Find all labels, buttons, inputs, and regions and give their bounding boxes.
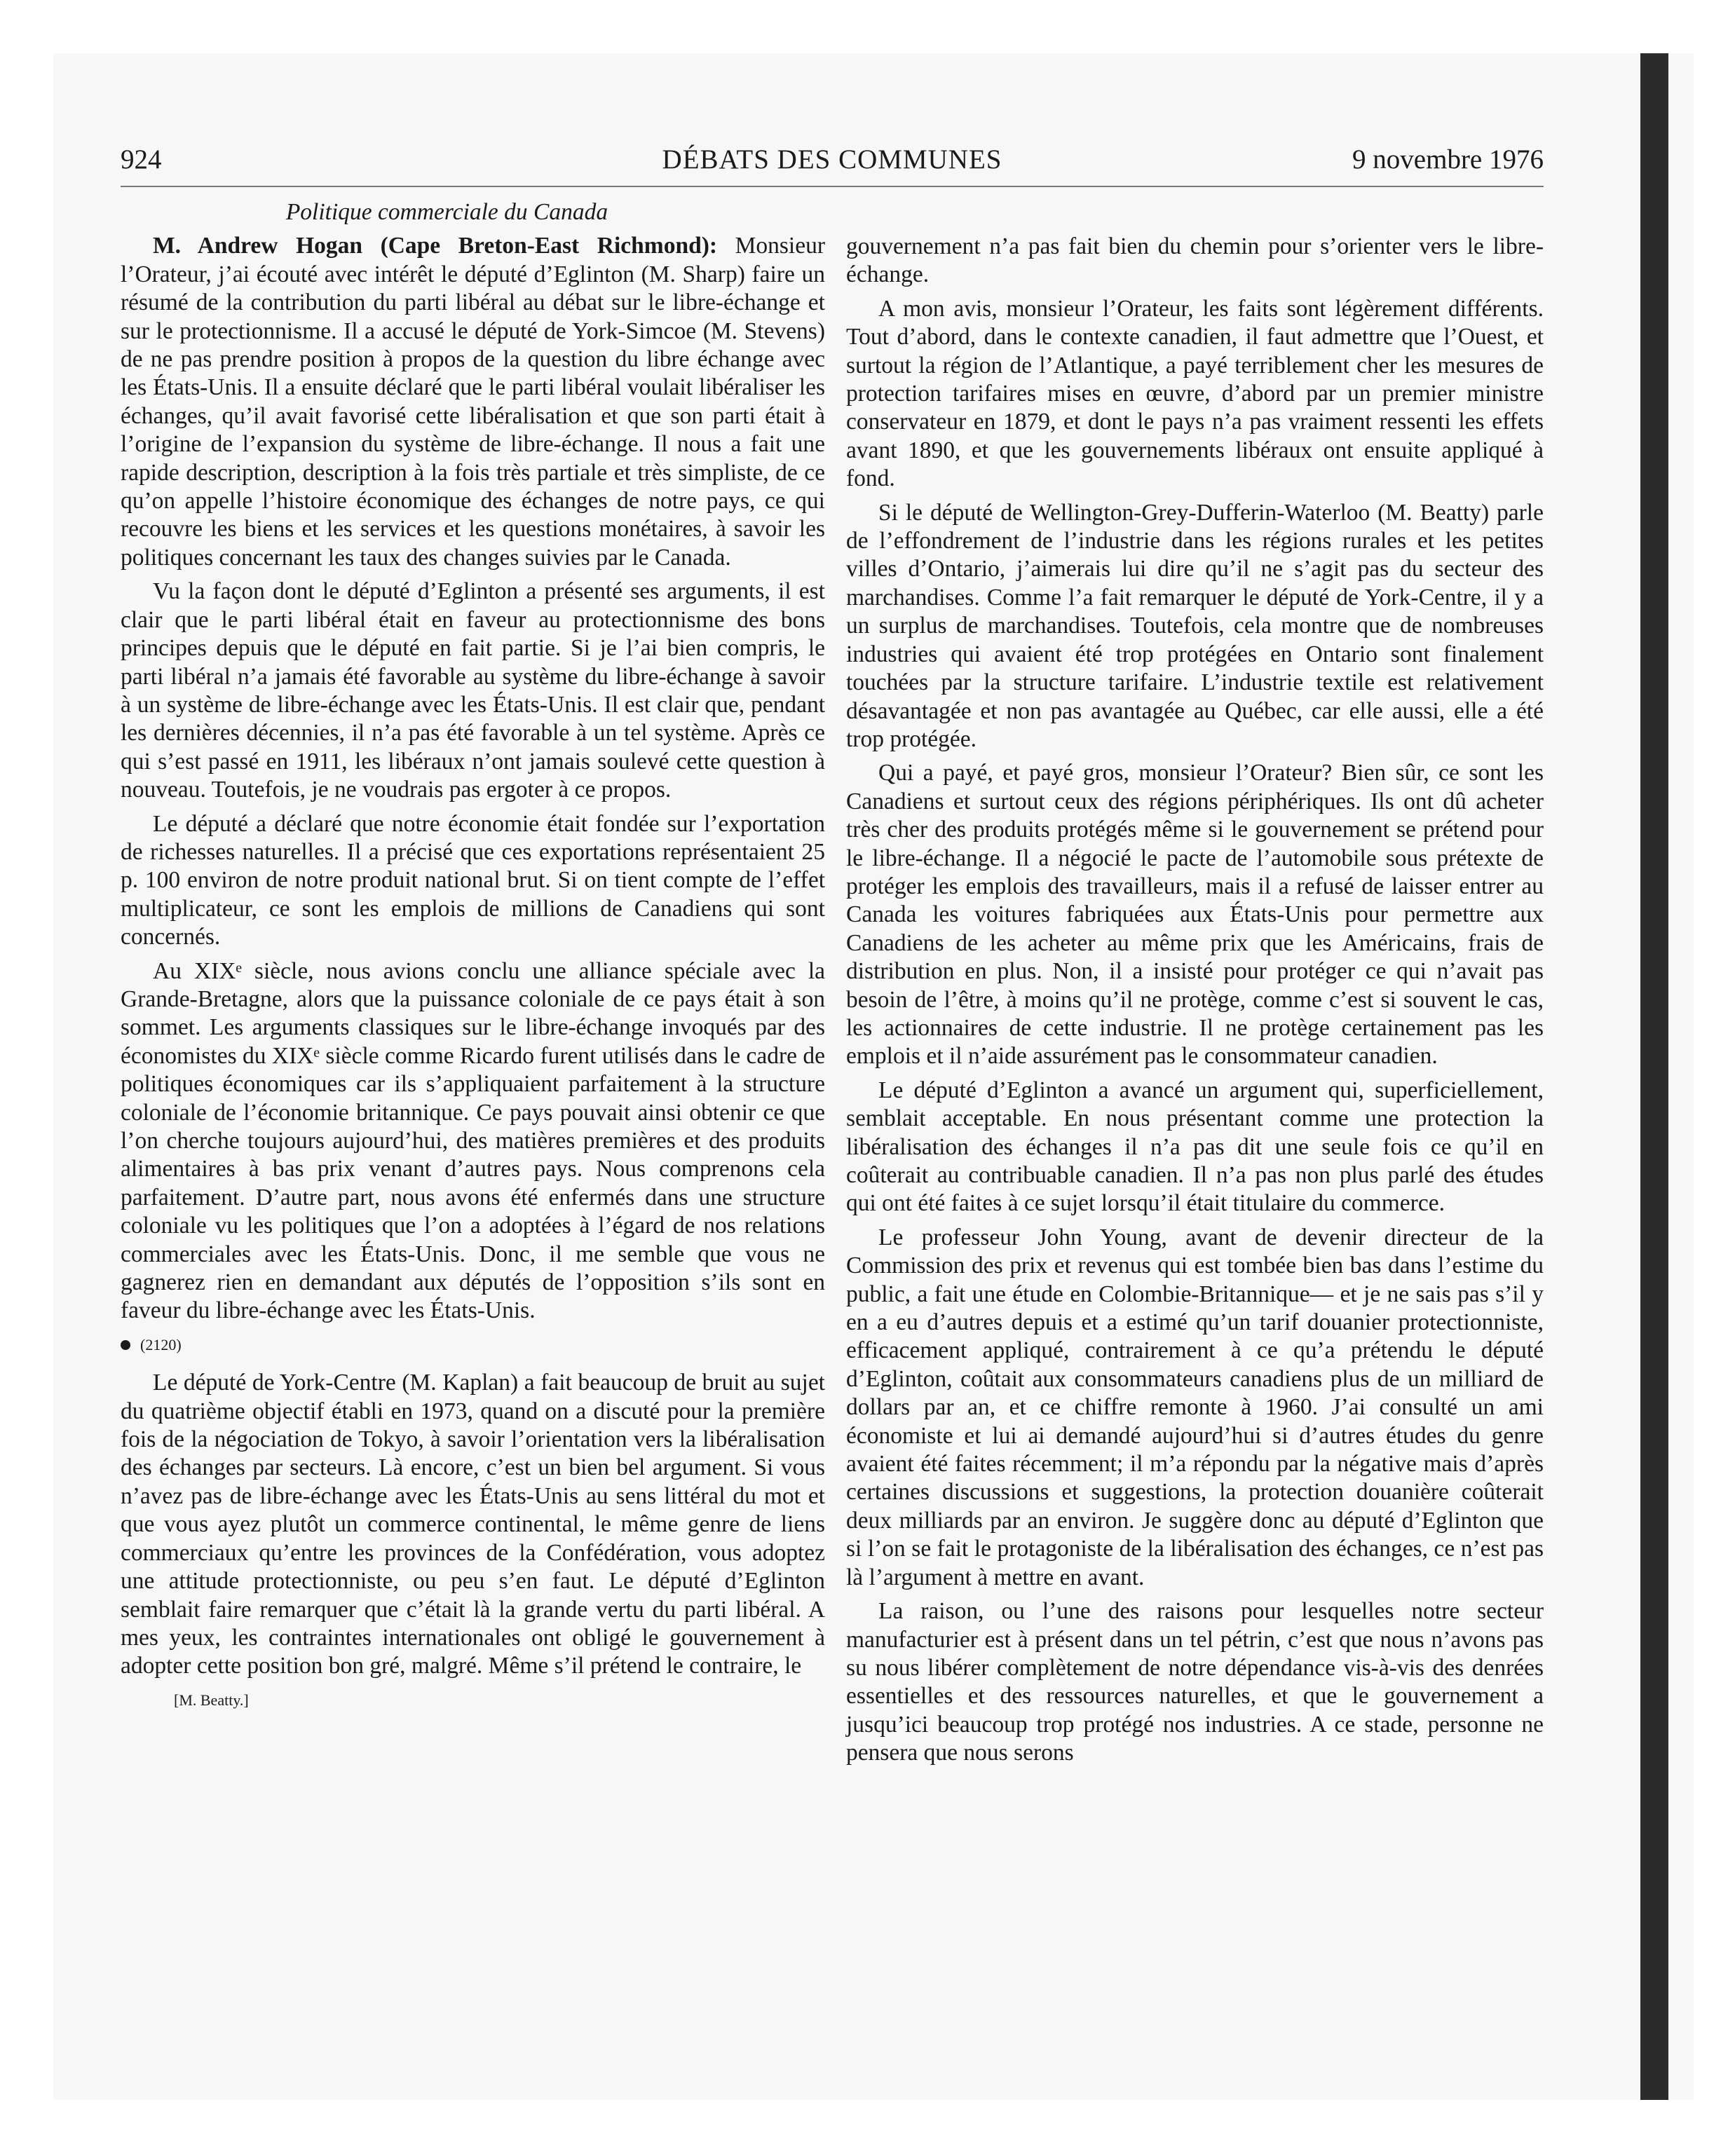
section-title: Politique commerciale du Canada xyxy=(285,199,608,225)
paragraph: A mon avis, monsieur l’Orateur, les faits sont légèrement différents. Tout d’abord, dans le contexte canadien, il faut admettre que l’Ouest, et surtout la région de l’Atlantique, a payé terriblement cher les mesures de protection tarifaires mises en œuvre, d’abord par un premier ministre conservateur en 1879, et dont le pays n’a pas vraiment ressenti les effets avant 1890, et que les gouvernements libéraux ont ensuite appliqué à fond. xyxy=(846,295,1544,492)
bullet-dot-icon xyxy=(121,1340,130,1350)
speaker-name: M. Andrew Hogan (Cape Breton-East Richmond): xyxy=(153,233,718,259)
left-column xyxy=(121,198,825,1720)
paragraph: Le député d’Eglinton a avancé un argument qui, superficiellement, semblait acceptable. En nous présentant comme une protection la libéralisation des échanges il n’a pas dit une seule fois ce qu’il en coûterait au contribuable canadien. Il n’a pas non plus parlé des études qui ont été faites à ce sujet lorsqu’il était titulaire du commerce. xyxy=(846,1077,1544,1217)
page-header xyxy=(121,144,1544,187)
paragraph: La raison, ou l’une des raisons pour lesquelles notre secteur manufacturier est à présent dans un tel pétrin, c’est que nous n’avons pas su nous libérer complètement de notre dépendance vis-à-vis des denrées essentielles et des ressources naturelles, et que le gouvernement a jusqu’ici beaucoup trop protégé nos industries. A ce stade, personne ne pensera que nous serons xyxy=(846,1598,1544,1766)
publication-date: 9 novembre 1976 xyxy=(1352,144,1544,175)
publication-title: DÉBATS DES COMMUNES xyxy=(662,144,1002,175)
paragraph: Le député de York-Centre (M. Kaplan) a fait beaucoup de bruit au sujet du quatrième objectif établi en 1973, quand on a discuté pour la première fois de la négociation de Tokyo, à savoir l’orientation vers la libéralisation des échanges par secteurs. Là encore, c’est un bien bel argument. Si vous n’avez pas de libre-échange avec les États-Unis au sens littéral du mot et que vous ayez plutôt un commerce continental, le même genre de liens commerciaux qu’entre les provinces de la Confédération, vous adoptez une attitude protectionniste, ou peu s’en faut. Le député d’Eglinton semblait faire remarquer que c’était là la grande vertu du parti libéral. A mes yeux, les contraintes internationales ont obligé le gouvernement à adopter cette position bon gré, malgré. Même s’il prétend le contraire, le xyxy=(121,1370,825,1679)
paragraph xyxy=(121,232,825,572)
paragraph: Vu la façon dont le député d’Eglinton a présenté ses arguments, il est clair que le parti libéral était en faveur au protectionnisme des bons principes depuis que le député en fait partie. Si je l’ai bien compris, le parti libéral n’a jamais été favorable au système du libre-échange à savoir à un système de libre-échange avec les États-Unis. Il est clair que, pendant les dernières décennies, il n’a pas été favorable à un tel système. Après ce qui s’est passé en 1911, les libéraux n’ont jamais soulevé cette question à nouveau. Toutefois, je ne voudrais pas ergoter à ce propos. xyxy=(121,578,825,803)
paragraph: Le professeur John Young, avant de devenir directeur de la Commission des prix et revenus qui est tombée bien bas dans l’estime du public, a fait une étude en Colombie-Britannique— et je ne sais pas s’il y en a eu d’autres depuis et a estimé qu’un tarif douanier protectionniste, efficacement appliqué, contrairement à ce qu’a prétendu le député d’Eglinton, coûtait aux consommateurs canadiens plus de un milliard de dollars par an, et ce chiffre remonte à 1960. J’ai consulté un ami économiste et lui ai demandé aujourd’hui si d’autres études du genre avaient été faites récemment; il m’a répondu par la négative mais d’après certaines discussions et suggestions, la protection douanière coûterait deux milliards par an environ. Je suggère donc au député d’Eglinton que si l’on se fait le protagoniste de la libéralisation des échanges, ce n’est pas là l’argument à mettre en avant. xyxy=(846,1224,1544,1590)
speaker-footnote: [M. Beatty.] xyxy=(174,1691,249,1709)
time-marker xyxy=(121,1331,825,1359)
paragraph: Le député a déclaré que notre économie était fondée sur l’exportation de richesses naturelles. Il a précisé que ces exportations représentaient 25 p. 100 environ de notre produit national brut. Si on tient compte de l’effet multiplicateur, ce sont les emplois de millions de Canadiens qui sont concernés. xyxy=(121,810,825,950)
time-marker-label: (2120) xyxy=(140,1335,182,1353)
paragraph: Qui a payé, et payé gros, monsieur l’Orateur? Bien sûr, ce sont les Canadiens et surtout ceux des régions périphériques. Ils ont dû acheter très cher des produits protégés même si le gouvernement se prétend pour le libre-échange. Il a négocié le pacte de l’automobile sous prétexte de protéger les emplois des travailleurs, mais il a refusé de laisser entrer au Canada les voitures fabriquées aux États-Unis pour permettre aux Canadiens de les acheter au même prix que les Américains, frais de distribution en plus. Non, il a insisté pour protéger ce qui n’avait pas besoin de l’être, à moins qu’il ne protège, comme c’est si souvent le cas, les actionnaires de cette industrie. Il ne protège certainement pas les emplois et il n’aide assurément pas le consommateur canadien. xyxy=(846,760,1544,1070)
paragraph: Si le député de Wellington-Grey-Dufferin-Waterloo (M. Beatty) parle de l’effondrement de l’industrie dans les régions rurales et les petites villes d’Ontario, j’aimerais lui dire qu’il ne s’agit pas du secteur des marchandises. Comme l’a fait remarquer le député de York-Centre, il y a un surplus de marchandises. Toutefois, cela montre que de nombreuses industries qui avaient été trop protégées en Ontario sont finalement touchées par la structure tarifaire. L’industrie textile est relativement désavantagée et non pas avantagée au Québec, car elle aussi, elle a été trop protégée. xyxy=(846,499,1544,752)
right-column xyxy=(846,233,1544,1773)
paragraph: Au XIXᵉ siècle, nous avions conclu une alliance spéciale avec la Grande-Bretagne, alors que la puissance coloniale de ce pays était à son sommet. Les arguments classiques sur le libre-échange invoqués par des économistes du XIXᵉ siècle comme Ricardo furent utilisés dans le cadre de politiques économiques car ils s’appliquaient parfaitement à la structure coloniale de l’économie britannique. Ce pays pouvait ainsi obtenir ce que l’on cherche toujours aujourd’hui, des matières premières et des produits alimentaires à bas prix venant d’autres pays. Nous comprenons cela parfaitement. D’autre part, nous avons été enfermés dans une structure coloniale vu les politiques que l’on a adoptées à l’égard de nos relations commerciales avec les États-Unis. Donc, il me semble que vous ne gagnerez rien en demandant aux députés de l’opposition s’ils sont en faveur du libre-échange avec les États-Unis. xyxy=(121,957,825,1324)
page-number: 924 xyxy=(121,144,162,175)
scan-edge-shadow xyxy=(1640,53,1668,2100)
paragraph-text: Monsieur l’Orateur, j’ai écouté avec intérêt le député d’Eglinton (M. Sharp) faire un résumé de la contribution du parti libéral au débat sur le libre-échange et sur le protectionnisme. Il a accusé le député de York-Simcoe (M. Stevens) de ne pas prendre position à propos de la question du libre échange avec les États-Unis. Il a ensuite déclaré que le parti libéral voulait libéraliser les échanges, qu’il avait favorisé cette libéralisation et que son parti était à l’origine de l’expansion du système de libre-échange. Il nous a fait une rapide description, description à la fois très partiale et très simpliste, de ce qu’on appelle l’histoire économique des échanges de notre pays, ce qui recouvre les biens et les services et les questions monétaires, à savoir les politiques concernant les taux des changes suivies par le Canada. xyxy=(121,233,825,571)
paragraph: gouvernement n’a pas fait bien du chemin pour s’orienter vers le libre-échange. xyxy=(846,233,1544,288)
